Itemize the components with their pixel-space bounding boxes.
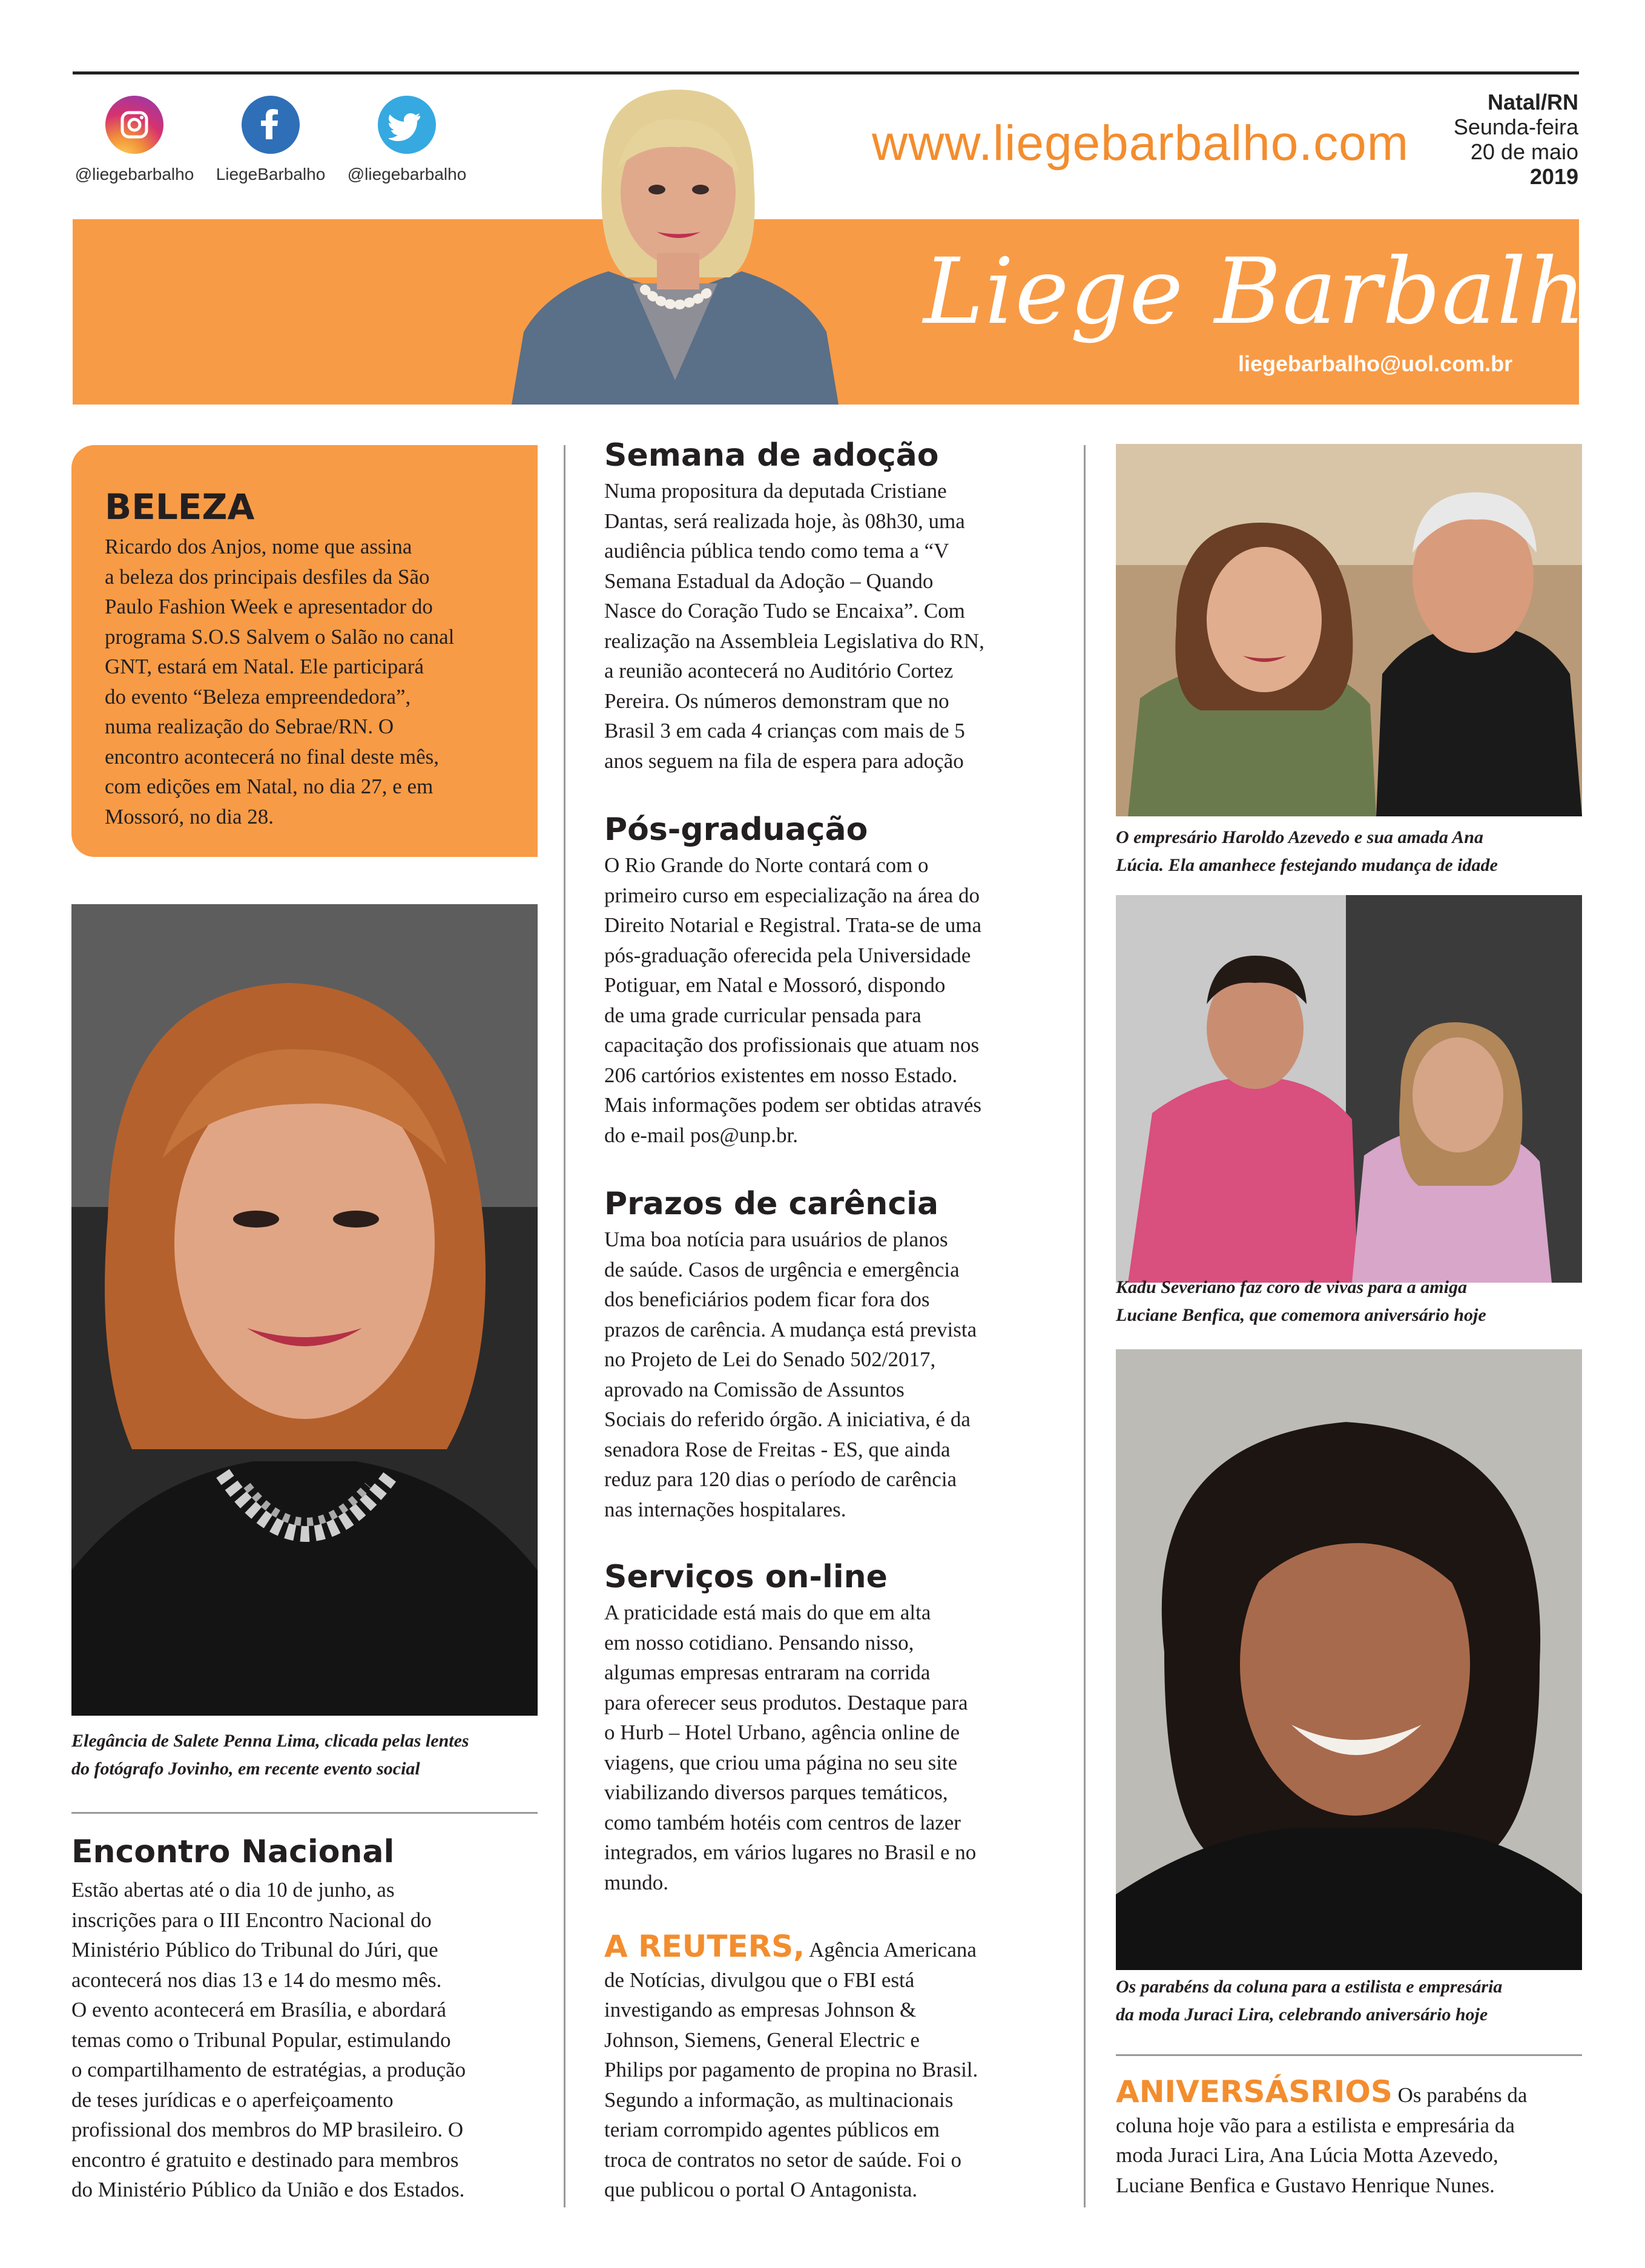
text-line: de uma grade curricular pensada para: [604, 1003, 921, 1027]
text-line: profissional dos membros do MP brasileiro. O: [71, 2118, 464, 2141]
instagram-handle: @liegebarbalho: [74, 165, 194, 183]
photo-salete-penna-lima: [71, 904, 538, 1716]
text-line: audiência pública tendo como tema a “V: [604, 539, 949, 563]
text-line: coluna hoje vão para a estilista e empresária da: [1116, 2113, 1515, 2137]
instagram-icon: [105, 96, 163, 154]
caption-line: O empresário Haroldo Azevedo e sua amada Ana: [1116, 827, 1483, 847]
text-line: programa S.O.S Salvem o Salão no canal: [105, 624, 455, 649]
text-line: A praticidade está mais do que em alta: [604, 1601, 931, 1624]
article-body-pos-graduacao: [604, 850, 1070, 1150]
text-line: Nasce do Coração Tudo se Encaixa”. Com: [604, 599, 965, 623]
column-brand-title: Liege Barbalho: [923, 239, 1643, 345]
column-divider-1: [564, 445, 565, 2207]
text-line: Numa propositura da deputada Cristiane: [604, 479, 947, 503]
twitter-icon: [378, 96, 436, 154]
text-line: Ministério Público do Tribunal do Júri, que: [71, 1938, 438, 1962]
top-rule: [73, 71, 1579, 74]
year: 2019: [1529, 164, 1578, 189]
text-line: viagens, que criou uma página no seu site: [604, 1750, 958, 1774]
text-line: integrados, em vários lugares no Brasil e no: [604, 1840, 977, 1864]
caption-line: Os parabéns da coluna para a estilista e empresária: [1116, 1977, 1503, 1997]
text-line: troca de contratos no setor de saúde. Foi o: [604, 2147, 961, 2172]
text-line: inscrições para o III Encontro Nacional do: [71, 1908, 432, 1932]
date: 20 de maio: [1470, 139, 1578, 164]
text-line: Os parabéns da: [1392, 2083, 1528, 2107]
text-line: Agência Americana: [805, 1938, 977, 1962]
text-line: encontro acontecerá no final deste mês,: [105, 744, 439, 769]
text-line: algumas empresas entraram na corrida: [604, 1661, 931, 1684]
text-line: Ricardo dos Anjos, nome que assina: [105, 535, 412, 558]
city: Natal/RN: [1487, 90, 1578, 114]
text-line: primeiro curso em especialização na área do: [604, 883, 980, 907]
facebook-icon: [242, 96, 300, 154]
text-line: de saúde. Casos de urgência e emergência: [604, 1257, 960, 1281]
aniversarios-first-line: [1116, 2074, 1594, 2111]
text-line: do Ministério Público da União e dos Estados.: [71, 2178, 465, 2201]
text-line: Sociais do referido órgão. A iniciativa, é da: [604, 1407, 971, 1431]
text-line: o Hurb – Hotel Urbano, agência online de: [604, 1721, 960, 1744]
text-line: para oferecer seus produtos. Destaque para: [604, 1690, 968, 1714]
column-divider-2: [1084, 445, 1086, 2207]
article-title-adocao: Semana de adoção: [604, 437, 939, 474]
text-line: Mossoró, no dia 28.: [105, 804, 274, 828]
text-line: encontro é gratuito e destinado para membros: [71, 2147, 459, 2172]
section-divider: [71, 1812, 538, 1814]
reuters-lead: A REUTERS,: [604, 1929, 805, 1964]
text-line: prazos de carência. A mudança está prevista: [604, 1317, 977, 1341]
aniversarios-note: [1116, 2074, 1594, 2200]
text-line: de Notícias, divulgou que o FBI está: [604, 1968, 915, 1992]
encontro-body: [71, 1875, 556, 2205]
photo-juraci-lira: [1116, 1349, 1582, 1970]
text-line: em nosso cotidiano. Pensando nisso,: [604, 1630, 914, 1655]
facebook-handle: LiegeBarbalho: [216, 165, 326, 183]
reuters-first-line: [604, 1929, 1076, 1965]
text-line: 206 cartórios existentes em nosso Estado.: [604, 1063, 958, 1087]
beleza-title: BELEZA: [105, 486, 255, 527]
text-line: reduz para 120 dias o período de carência: [604, 1467, 957, 1491]
photo-haroldo-ana-lucia: [1116, 444, 1582, 816]
text-line: senadora Rose de Freitas - ES, que ainda: [604, 1437, 951, 1461]
text-line: temas como o Tribunal Popular, estimulando: [71, 2028, 451, 2052]
text-line: realização na Assembleia Legislativa do RN,: [604, 629, 984, 653]
beleza-body: [105, 532, 529, 831]
text-line: O Rio Grande do Norte contará com o: [604, 853, 929, 877]
text-line: teriam corrompido agentes públicos em: [604, 2118, 940, 2141]
article-body-adocao: [604, 476, 1070, 776]
text-line: Uma boa notícia para usuários de planos: [604, 1228, 948, 1251]
text-line: investigando as empresas Johnson &: [604, 1998, 917, 2022]
twitter-handle: @liegebarbalho: [347, 165, 467, 183]
website-url[interactable]: www.liegebarbalho.com: [872, 116, 1409, 171]
text-line: mundo.: [604, 1870, 668, 1894]
text-line: Mais informações podem ser obtidas através: [604, 1093, 982, 1117]
text-line: nas internações hospitalares.: [604, 1497, 846, 1521]
text-line: Johnson, Siemens, General Electric e: [604, 2028, 920, 2052]
date-block: [1454, 90, 1578, 189]
facebook-link[interactable]: [210, 96, 331, 184]
text-line: no Projeto de Lei do Senado 502/2017,: [604, 1347, 936, 1371]
text-line: de teses jurídicas e o aperfeiçoamento: [71, 2088, 394, 2112]
text-line: Direito Notarial e Registral. Trata-se de uma: [604, 913, 982, 937]
text-line: Pereira. Os números demonstram que no: [604, 689, 949, 713]
text-line: com edições em Natal, no dia 27, e em: [105, 775, 434, 798]
text-line: acontecerá nos dias 13 e 14 do mesmo mês.: [71, 1968, 442, 1992]
text-line: como também hotéis com centros de lazer: [604, 1810, 961, 1834]
text-line: Luciane Benfica e Gustavo Henrique Nunes.: [1116, 2173, 1495, 2197]
text-line: dos beneficiários podem ficar fora dos: [604, 1288, 930, 1311]
text-line: anos seguem na fila de espera para adoção: [604, 749, 964, 773]
photo-caption-juraci: [1116, 1973, 1600, 2029]
caption-line: do fotógrafo Jovinho, em recente evento social: [71, 1759, 420, 1779]
text-line: capacitação dos profissionais que atuam nos: [604, 1033, 980, 1057]
text-line: que publicou o portal O Antagonista.: [604, 2178, 918, 2201]
text-line: Segundo a informação, as multinacionais: [604, 2088, 954, 2112]
article-body-servicos: [604, 1598, 1070, 1897]
text-line: Potiguar, em Natal e Mossoró, dispondo: [604, 973, 946, 997]
text-line: moda Juraci Lira, Ana Lúcia Motta Azevedo,: [1116, 2143, 1498, 2167]
twitter-link[interactable]: [346, 96, 467, 184]
text-line: O evento acontecerá em Brasília, e abordará: [71, 1998, 446, 2022]
text-line: a reunião acontecerá no Auditório Cortez: [604, 659, 954, 683]
caption-line: Kadu Severiano faz coro de vivas para a amiga: [1116, 1277, 1467, 1297]
article-title-servicos: Serviços on-line: [604, 1559, 888, 1595]
photo-caption-kadu: [1116, 1274, 1600, 1329]
text-line: Paulo Fashion Week e apresentador do: [105, 595, 433, 618]
text-line: Brasil 3 em cada 4 crianças com mais de 5: [604, 719, 965, 742]
text-line: Philips por pagamento de propina no Brasil.: [604, 2058, 978, 2081]
text-line: o compartilhamento de estratégias, a produção: [71, 2058, 466, 2081]
text-line: do evento “Beleza empreendedora”,: [105, 684, 411, 709]
text-line: Semana Estadual da Adoção – Quando: [604, 569, 934, 593]
instagram-link[interactable]: [74, 96, 195, 184]
caption-line: Elegância de Salete Penna Lima, clicada pelas lentes: [71, 1731, 469, 1751]
text-line: GNT, estará em Natal. Ele participará: [105, 655, 424, 678]
text-line: a beleza dos principais desfiles da São: [105, 564, 430, 589]
text-line: numa realização do Sebrae/RN. O: [105, 715, 394, 738]
text-line: aprovado na Comissão de Assuntos: [604, 1377, 905, 1401]
caption-line: Lúcia. Ela amanhece festejando mudança de idade: [1116, 855, 1498, 875]
photo-kadu-luciane: [1116, 895, 1582, 1283]
text-line: Estão abertas até o dia 10 de junho, as: [71, 1878, 395, 1902]
columnist-portrait: [512, 78, 839, 405]
reuters-note: [604, 1929, 1076, 2205]
article-title-prazos: Prazos de carência: [604, 1186, 939, 1222]
article-title-pos-graduacao: Pós-graduação: [604, 812, 868, 848]
text-line: Dantas, será realizada hoje, às 08h30, uma: [604, 509, 965, 533]
caption-line: da moda Juraci Lira, celebrando aniversário hoje: [1116, 2005, 1488, 2025]
columnist-email[interactable]: liegebarbalho@uol.com.br: [1238, 351, 1513, 376]
photo-caption-haroldo: [1116, 824, 1600, 879]
weekday: Seunda-feira: [1453, 114, 1578, 139]
section-divider: [1116, 2054, 1582, 2056]
photo-caption-salete: [71, 1727, 550, 1783]
text-line: do e-mail pos@unp.br.: [604, 1123, 798, 1147]
caption-line: Luciane Benfica, que comemora aniversário hoje: [1116, 1305, 1486, 1325]
article-body-prazos: [604, 1225, 1070, 1524]
encontro-title: Encontro Nacional: [71, 1834, 395, 1870]
aniversarios-lead: ANIVERSÁSRIOS: [1116, 2074, 1393, 2109]
text-line: pós-graduação oferecida pela Universidade: [604, 943, 971, 967]
text-line: viabilizando diversos parques temáticos,: [604, 1780, 948, 1804]
